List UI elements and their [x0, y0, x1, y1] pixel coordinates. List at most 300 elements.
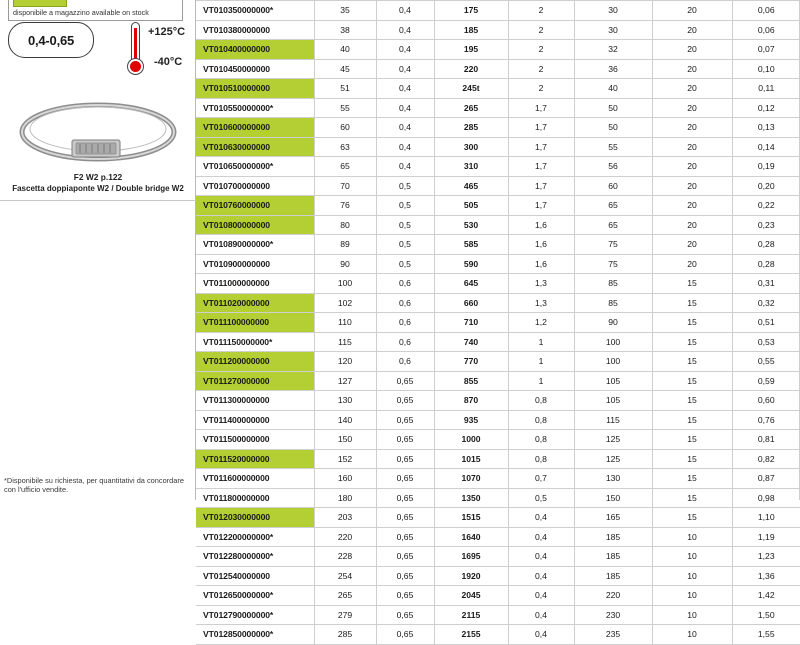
cell-diameter: 115 — [314, 332, 376, 352]
table-row — [196, 293, 800, 313]
cell-thickness: 0,5 — [376, 215, 434, 235]
cell-weight: 0,19 — [732, 157, 800, 177]
cell-c: 185 — [574, 527, 652, 547]
thickness-range-label: 0,4-0,65 — [27, 32, 75, 48]
table-row — [196, 20, 800, 40]
product-caption — [0, 172, 196, 194]
cell-weight: 1,36 — [732, 566, 800, 586]
cell-thickness: 0,65 — [376, 605, 434, 625]
cell-b: 0,4 — [508, 566, 574, 586]
cell-length: 285 — [434, 118, 508, 138]
cell-diameter: 40 — [314, 40, 376, 60]
table-row — [196, 137, 800, 157]
cell-pack: 10 — [652, 586, 732, 606]
cell-b: 0,4 — [508, 625, 574, 645]
table-row — [196, 157, 800, 177]
table-row — [196, 371, 800, 391]
cell-b: 1,7 — [508, 157, 574, 177]
table-row — [196, 59, 800, 79]
table-row — [196, 547, 800, 567]
cell-diameter: 120 — [314, 352, 376, 372]
cell-c: 85 — [574, 274, 652, 294]
table-row — [196, 196, 800, 216]
cell-thickness: 0,4 — [376, 1, 434, 21]
table-row — [196, 1, 800, 21]
cell-c: 75 — [574, 254, 652, 274]
cell-length: 220 — [434, 59, 508, 79]
cell-pack: 15 — [652, 332, 732, 352]
cell-weight: 0,10 — [732, 59, 800, 79]
cell-pack: 15 — [652, 410, 732, 430]
table-row — [196, 469, 800, 489]
cell-pack: 15 — [652, 488, 732, 508]
cell-weight: 0,12 — [732, 98, 800, 118]
cell-diameter: 65 — [314, 157, 376, 177]
cell-b: 1,6 — [508, 235, 574, 255]
specifications-table-container — [196, 0, 800, 640]
cell-b: 0,4 — [508, 605, 574, 625]
cell-weight: 0,28 — [732, 235, 800, 255]
cell-b: 2 — [508, 79, 574, 99]
cell-c: 32 — [574, 40, 652, 60]
cell-length: 1070 — [434, 469, 508, 489]
cell-c: 30 — [574, 1, 652, 21]
table-row — [196, 176, 800, 196]
temperature-max-label: +125°C — [148, 26, 186, 38]
cell-b: 0,8 — [508, 430, 574, 450]
table-row — [196, 488, 800, 508]
cell-b: 0,4 — [508, 586, 574, 606]
cell-length: 300 — [434, 137, 508, 157]
cell-diameter: 160 — [314, 469, 376, 489]
cell-code: VT011500000000 — [196, 430, 314, 450]
cell-pack: 15 — [652, 274, 732, 294]
cell-b: 1,7 — [508, 196, 574, 216]
cell-b: 1,3 — [508, 274, 574, 294]
cell-code: VT011200000000 — [196, 352, 314, 372]
cell-code: VT010600000000 — [196, 118, 314, 138]
cell-pack: 15 — [652, 371, 732, 391]
cell-pack: 20 — [652, 254, 732, 274]
cell-c: 100 — [574, 352, 652, 372]
table-row — [196, 410, 800, 430]
cell-b: 0,7 — [508, 469, 574, 489]
cell-length: 505 — [434, 196, 508, 216]
cell-code: VT011300000000 — [196, 391, 314, 411]
cell-length: 660 — [434, 293, 508, 313]
cell-length: 1350 — [434, 488, 508, 508]
cell-length: 530 — [434, 215, 508, 235]
cell-diameter: 70 — [314, 176, 376, 196]
cell-weight: 0,98 — [732, 488, 800, 508]
cell-weight: 1,19 — [732, 527, 800, 547]
table-row — [196, 313, 800, 333]
cell-pack: 10 — [652, 625, 732, 645]
cell-c: 50 — [574, 98, 652, 118]
cell-weight: 0,22 — [732, 196, 800, 216]
table-row — [196, 391, 800, 411]
cell-length: 195 — [434, 40, 508, 60]
cell-length: 1015 — [434, 449, 508, 469]
cell-c: 130 — [574, 469, 652, 489]
cell-c: 75 — [574, 235, 652, 255]
table-row — [196, 40, 800, 60]
cell-thickness: 0,65 — [376, 488, 434, 508]
cell-code: VT011100000000 — [196, 313, 314, 333]
cell-length: 465 — [434, 176, 508, 196]
cell-code: VT011000000000 — [196, 274, 314, 294]
table-row — [196, 586, 800, 606]
cell-thickness: 0,65 — [376, 625, 434, 645]
cell-code: VT010550000000* — [196, 98, 314, 118]
cell-pack: 20 — [652, 118, 732, 138]
cell-c: 230 — [574, 605, 652, 625]
cell-b: 1 — [508, 352, 574, 372]
cell-length: 740 — [434, 332, 508, 352]
cell-length: 645 — [434, 274, 508, 294]
cell-c: 100 — [574, 332, 652, 352]
clamp-product-image — [6, 96, 190, 168]
cell-length: 175 — [434, 1, 508, 21]
cell-code: VT011150000000* — [196, 332, 314, 352]
cell-b: 2 — [508, 1, 574, 21]
cell-c: 60 — [574, 176, 652, 196]
cell-code: VT010630000000 — [196, 137, 314, 157]
cell-length: 590 — [434, 254, 508, 274]
cell-c: 235 — [574, 625, 652, 645]
cell-thickness: 0,6 — [376, 274, 434, 294]
cell-length: 870 — [434, 391, 508, 411]
cell-pack: 15 — [652, 313, 732, 333]
cell-b: 1,7 — [508, 176, 574, 196]
cell-weight: 0,13 — [732, 118, 800, 138]
cell-b: 1,6 — [508, 215, 574, 235]
cell-weight: 0,06 — [732, 20, 800, 40]
cell-pack: 20 — [652, 40, 732, 60]
table-row — [196, 605, 800, 625]
cell-pack: 20 — [652, 215, 732, 235]
cell-thickness: 0,5 — [376, 176, 434, 196]
cell-pack: 20 — [652, 59, 732, 79]
cell-weight: 0,55 — [732, 352, 800, 372]
cell-b: 1 — [508, 371, 574, 391]
cell-c: 185 — [574, 547, 652, 567]
cell-diameter: 35 — [314, 1, 376, 21]
cell-pack: 15 — [652, 430, 732, 450]
cell-weight: 0,32 — [732, 293, 800, 313]
cell-code: VT011800000000 — [196, 488, 314, 508]
cell-thickness: 0,65 — [376, 508, 434, 528]
cell-pack: 20 — [652, 79, 732, 99]
cell-length: 855 — [434, 371, 508, 391]
cell-weight: 0,76 — [732, 410, 800, 430]
cell-thickness: 0,4 — [376, 157, 434, 177]
temperature-range-indicator — [118, 20, 196, 78]
footnote-text: *Disponibile su richiesta, per quantitativi da concordare con l'ufficio vendite. — [4, 476, 184, 494]
cell-weight: 0,31 — [732, 274, 800, 294]
cell-pack: 20 — [652, 137, 732, 157]
cell-code: VT010650000000* — [196, 157, 314, 177]
cell-pack: 10 — [652, 566, 732, 586]
table-row — [196, 118, 800, 138]
cell-thickness: 0,65 — [376, 566, 434, 586]
cell-weight: 0,23 — [732, 215, 800, 235]
cell-diameter: 45 — [314, 59, 376, 79]
cell-pack: 20 — [652, 157, 732, 177]
cell-c: 150 — [574, 488, 652, 508]
cell-thickness: 0,5 — [376, 254, 434, 274]
cell-code: VT010760000000 — [196, 196, 314, 216]
cell-length: 1000 — [434, 430, 508, 450]
table-row — [196, 274, 800, 294]
cell-length: 2155 — [434, 625, 508, 645]
cell-c: 115 — [574, 410, 652, 430]
cell-diameter: 76 — [314, 196, 376, 216]
cell-diameter: 220 — [314, 527, 376, 547]
product-info-panel — [0, 0, 196, 500]
table-row — [196, 527, 800, 547]
table-row — [196, 625, 800, 645]
cell-weight: 0,11 — [732, 79, 800, 99]
cell-code: VT011270000000 — [196, 371, 314, 391]
cell-weight: 1,50 — [732, 605, 800, 625]
cell-pack: 20 — [652, 98, 732, 118]
cell-weight: 0,53 — [732, 332, 800, 352]
cell-code: VT012790000000* — [196, 605, 314, 625]
cell-weight: 0,82 — [732, 449, 800, 469]
cell-diameter: 55 — [314, 98, 376, 118]
cell-weight: 1,55 — [732, 625, 800, 645]
cell-length: 245t — [434, 79, 508, 99]
cell-c: 55 — [574, 137, 652, 157]
product-reference: F2 W2 p.122 — [73, 172, 123, 182]
product-description: Fascetta doppiaponte W2 / Double bridge W2 — [12, 184, 184, 193]
cell-length: 1515 — [434, 508, 508, 528]
cell-code: VT010700000000 — [196, 176, 314, 196]
cell-pack: 15 — [652, 352, 732, 372]
cell-length: 2045 — [434, 586, 508, 606]
table-row — [196, 215, 800, 235]
cell-b: 2 — [508, 40, 574, 60]
cell-weight: 0,87 — [732, 469, 800, 489]
cell-c: 220 — [574, 586, 652, 606]
table-row — [196, 254, 800, 274]
cell-pack: 15 — [652, 449, 732, 469]
cell-diameter: 102 — [314, 293, 376, 313]
cell-thickness: 0,65 — [376, 371, 434, 391]
table-row — [196, 352, 800, 372]
cell-length: 310 — [434, 157, 508, 177]
cell-b: 1,2 — [508, 313, 574, 333]
cell-pack: 10 — [652, 547, 732, 567]
cell-b: 1,6 — [508, 254, 574, 274]
cell-diameter: 279 — [314, 605, 376, 625]
cell-diameter: 203 — [314, 508, 376, 528]
cell-b: 1,3 — [508, 293, 574, 313]
cell-b: 0,5 — [508, 488, 574, 508]
cell-c: 105 — [574, 391, 652, 411]
cell-thickness: 0,6 — [376, 313, 434, 333]
divider — [0, 200, 196, 201]
cell-length: 710 — [434, 313, 508, 333]
cell-c: 105 — [574, 371, 652, 391]
cell-c: 125 — [574, 430, 652, 450]
cell-thickness: 0,6 — [376, 293, 434, 313]
cell-c: 56 — [574, 157, 652, 177]
cell-code: VT010350000000* — [196, 1, 314, 21]
stock-color-swatch — [13, 0, 67, 7]
cell-code: VT010890000000* — [196, 235, 314, 255]
cell-length: 2115 — [434, 605, 508, 625]
table-row — [196, 79, 800, 99]
cell-weight: 0,60 — [732, 391, 800, 411]
cell-weight: 0,06 — [732, 1, 800, 21]
cell-c: 65 — [574, 196, 652, 216]
cell-code: VT012850000000* — [196, 625, 314, 645]
cell-length: 185 — [434, 20, 508, 40]
cell-code: VT010400000000 — [196, 40, 314, 60]
cell-thickness: 0,4 — [376, 59, 434, 79]
cell-thickness: 0,65 — [376, 430, 434, 450]
cell-thickness: 0,4 — [376, 20, 434, 40]
cell-thickness: 0,65 — [376, 547, 434, 567]
cell-code: VT010450000000 — [196, 59, 314, 79]
cell-diameter: 228 — [314, 547, 376, 567]
table-row — [196, 235, 800, 255]
cell-thickness: 0,6 — [376, 352, 434, 372]
cell-weight: 1,42 — [732, 586, 800, 606]
cell-code: VT011520000000 — [196, 449, 314, 469]
cell-weight: 1,10 — [732, 508, 800, 528]
cell-thickness: 0,5 — [376, 235, 434, 255]
cell-b: 0,4 — [508, 508, 574, 528]
cell-b: 0,8 — [508, 410, 574, 430]
cell-diameter: 90 — [314, 254, 376, 274]
cell-length: 1640 — [434, 527, 508, 547]
cell-diameter: 265 — [314, 586, 376, 606]
cell-code: VT011600000000 — [196, 469, 314, 489]
specifications-table — [196, 0, 800, 645]
cell-thickness: 0,65 — [376, 449, 434, 469]
cell-code: VT010800000000 — [196, 215, 314, 235]
cell-pack: 15 — [652, 293, 732, 313]
cell-length: 585 — [434, 235, 508, 255]
cell-c: 165 — [574, 508, 652, 528]
cell-code: VT012540000000 — [196, 566, 314, 586]
cell-thickness: 0,65 — [376, 586, 434, 606]
cell-b: 0,8 — [508, 449, 574, 469]
cell-diameter: 254 — [314, 566, 376, 586]
cell-diameter: 63 — [314, 137, 376, 157]
cell-length: 770 — [434, 352, 508, 372]
cell-weight: 0,14 — [732, 137, 800, 157]
cell-b: 1 — [508, 332, 574, 352]
cell-diameter: 80 — [314, 215, 376, 235]
cell-code: VT012200000000* — [196, 527, 314, 547]
cell-diameter: 150 — [314, 430, 376, 450]
cell-weight: 1,23 — [732, 547, 800, 567]
cell-pack: 15 — [652, 508, 732, 528]
cell-diameter: 180 — [314, 488, 376, 508]
cell-weight: 0,81 — [732, 430, 800, 450]
cell-thickness: 0,4 — [376, 79, 434, 99]
cell-thickness: 0,4 — [376, 98, 434, 118]
cell-diameter: 110 — [314, 313, 376, 333]
cell-b: 1,7 — [508, 137, 574, 157]
cell-diameter: 130 — [314, 391, 376, 411]
cell-code: VT012030000000 — [196, 508, 314, 528]
cell-pack: 20 — [652, 196, 732, 216]
cell-code: VT010510000000 — [196, 79, 314, 99]
cell-c: 125 — [574, 449, 652, 469]
cell-diameter: 38 — [314, 20, 376, 40]
cell-weight: 0,59 — [732, 371, 800, 391]
cell-pack: 15 — [652, 391, 732, 411]
cell-c: 90 — [574, 313, 652, 333]
cell-length: 265 — [434, 98, 508, 118]
cell-diameter: 100 — [314, 274, 376, 294]
cell-length: 935 — [434, 410, 508, 430]
cell-code: VT011400000000 — [196, 410, 314, 430]
cell-thickness: 0,4 — [376, 40, 434, 60]
cell-c: 65 — [574, 215, 652, 235]
cell-diameter: 152 — [314, 449, 376, 469]
cell-c: 50 — [574, 118, 652, 138]
cell-diameter: 127 — [314, 371, 376, 391]
specifications-table-body — [196, 1, 800, 645]
cell-code: VT010380000000 — [196, 20, 314, 40]
cell-code: VT012280000000* — [196, 547, 314, 567]
cell-c: 30 — [574, 20, 652, 40]
cell-diameter: 140 — [314, 410, 376, 430]
cell-weight: 0,20 — [732, 176, 800, 196]
cell-pack: 15 — [652, 469, 732, 489]
table-row — [196, 449, 800, 469]
cell-pack: 20 — [652, 20, 732, 40]
cell-thickness: 0,6 — [376, 332, 434, 352]
cell-diameter: 285 — [314, 625, 376, 645]
table-row — [196, 508, 800, 528]
cell-thickness: 0,65 — [376, 469, 434, 489]
cell-weight: 0,07 — [732, 40, 800, 60]
cell-thickness: 0,65 — [376, 527, 434, 547]
cell-thickness: 0,65 — [376, 410, 434, 430]
cell-pack: 10 — [652, 527, 732, 547]
cell-pack: 20 — [652, 176, 732, 196]
cell-b: 1,7 — [508, 118, 574, 138]
cell-thickness: 0,5 — [376, 196, 434, 216]
cell-weight: 0,28 — [732, 254, 800, 274]
temperature-min-label: -40°C — [154, 56, 183, 68]
stock-availability-box — [8, 0, 183, 21]
cell-code: VT010900000000 — [196, 254, 314, 274]
table-row — [196, 566, 800, 586]
cell-length: 1695 — [434, 547, 508, 567]
cell-diameter: 51 — [314, 79, 376, 99]
cell-c: 36 — [574, 59, 652, 79]
cell-c: 185 — [574, 566, 652, 586]
cell-b: 2 — [508, 20, 574, 40]
cell-length: 1920 — [434, 566, 508, 586]
cell-c: 85 — [574, 293, 652, 313]
cell-pack: 20 — [652, 235, 732, 255]
cell-b: 1,7 — [508, 98, 574, 118]
cell-code: VT011020000000 — [196, 293, 314, 313]
cell-pack: 20 — [652, 1, 732, 21]
cell-b: 0,4 — [508, 547, 574, 567]
thermometer-bulb-fill — [130, 61, 141, 72]
cell-diameter: 60 — [314, 118, 376, 138]
